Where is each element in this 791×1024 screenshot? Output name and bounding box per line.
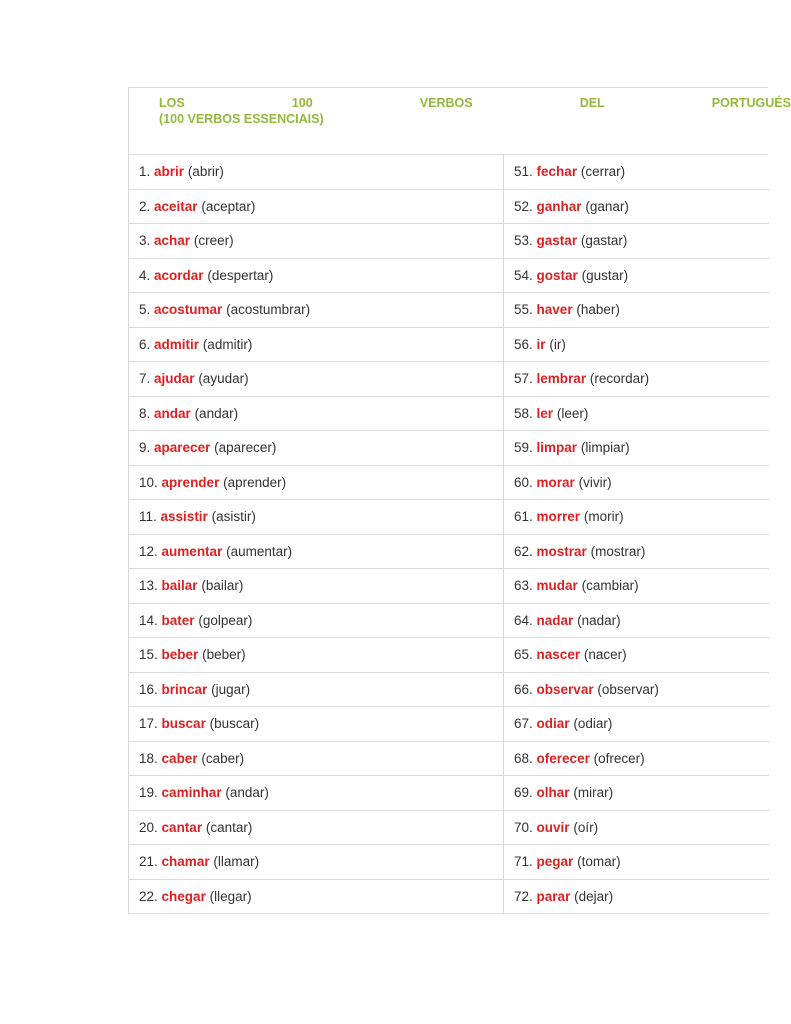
item-number: 21. <box>139 854 158 870</box>
item-number: 72. <box>514 888 533 904</box>
spanish-translation: (oír) <box>573 819 599 835</box>
title-word: VERBOS <box>419 96 473 110</box>
portuguese-verb: bater <box>161 612 195 628</box>
item-number: 20. <box>139 819 158 835</box>
spanish-translation: (vivir) <box>578 474 612 490</box>
portuguese-verb: nadar <box>536 612 574 628</box>
spanish-translation: (cantar) <box>205 819 253 835</box>
portuguese-verb: caber <box>161 750 198 766</box>
verb-cell <box>504 603 769 638</box>
item-number: 59. <box>514 440 533 456</box>
verb-cell <box>504 741 769 776</box>
verb-cell <box>129 810 504 845</box>
item-number: 51. <box>514 164 533 180</box>
spanish-translation: (asistir) <box>211 509 256 525</box>
verb-cell <box>504 362 769 397</box>
item-number: 53. <box>514 233 533 249</box>
item-number: 68. <box>514 750 533 766</box>
item-number: 67. <box>514 716 533 732</box>
verb-cell <box>504 879 769 914</box>
verb-cell <box>129 258 504 293</box>
portuguese-verb: observar <box>536 681 594 697</box>
portuguese-verb: achar <box>154 233 191 249</box>
item-number: 22. <box>139 888 158 904</box>
verb-cell <box>129 707 504 742</box>
verb-cell <box>504 569 769 604</box>
spanish-translation: (odiar) <box>573 716 613 732</box>
spanish-translation: (mostrar) <box>590 543 646 559</box>
portuguese-verb: aumentar <box>161 543 223 559</box>
verb-cell <box>129 362 504 397</box>
portuguese-verb: abrir <box>154 164 185 180</box>
portuguese-verb: gostar <box>536 267 578 283</box>
table-row <box>129 845 769 880</box>
spanish-translation: (andar) <box>225 785 269 801</box>
item-number: 17. <box>139 716 158 732</box>
spanish-translation: (observar) <box>597 681 659 697</box>
spanish-translation: (gustar) <box>581 267 629 283</box>
table-row <box>129 672 769 707</box>
spanish-translation: (beber) <box>202 647 246 663</box>
spanish-translation: (mirar) <box>573 785 614 801</box>
item-number: 55. <box>514 302 533 318</box>
item-number: 15. <box>139 647 158 663</box>
portuguese-verb: assistir <box>160 509 208 525</box>
item-number: 58. <box>514 405 533 421</box>
portuguese-verb: admitir <box>154 336 200 352</box>
item-number: 9. <box>139 440 151 456</box>
spanish-translation: (creer) <box>193 233 234 249</box>
document-page <box>128 87 791 914</box>
spanish-translation: (tomar) <box>577 854 621 870</box>
item-number: 2. <box>139 198 151 214</box>
portuguese-verb: ler <box>536 405 554 421</box>
portuguese-verb: ganhar <box>536 198 582 214</box>
item-number: 56. <box>514 336 533 352</box>
spanish-translation: (aprender) <box>223 474 287 490</box>
table-row <box>129 603 769 638</box>
item-number: 18. <box>139 750 158 766</box>
item-number: 63. <box>514 578 533 594</box>
verb-cell <box>504 500 769 535</box>
table-row <box>129 465 769 500</box>
portuguese-verb: odiar <box>536 716 570 732</box>
table-row <box>129 189 769 224</box>
spanish-translation: (bailar) <box>201 578 244 594</box>
item-number: 61. <box>514 509 533 525</box>
portuguese-verb: pegar <box>536 854 574 870</box>
spanish-translation: (abrir) <box>187 164 224 180</box>
spanish-translation: (gastar) <box>580 233 628 249</box>
portuguese-verb: aprender <box>161 474 220 490</box>
item-number: 12. <box>139 543 158 559</box>
item-number: 57. <box>514 371 533 387</box>
verb-cell <box>129 396 504 431</box>
spanish-translation: (nacer) <box>583 647 627 663</box>
portuguese-verb: acordar <box>154 267 204 283</box>
item-number: 60. <box>514 474 533 490</box>
spanish-translation: (despertar) <box>207 267 274 283</box>
item-number: 10. <box>139 474 158 490</box>
item-number: 4. <box>139 267 151 283</box>
item-number: 71. <box>514 854 533 870</box>
portuguese-verb: ir <box>536 336 546 352</box>
portuguese-verb: oferecer <box>536 750 590 766</box>
portuguese-verb: haver <box>536 302 573 318</box>
title-word: LOS <box>159 96 185 110</box>
item-number: 70. <box>514 819 533 835</box>
portuguese-verb: buscar <box>161 716 206 732</box>
portuguese-verb: nascer <box>536 647 581 663</box>
page-title <box>159 96 791 110</box>
table-row <box>129 258 769 293</box>
portuguese-verb: brincar <box>161 681 208 697</box>
item-number: 7. <box>139 371 151 387</box>
spanish-translation: (limpiar) <box>580 440 630 456</box>
verb-cell <box>129 569 504 604</box>
verb-cell <box>504 534 769 569</box>
spanish-translation: (haber) <box>576 302 620 318</box>
item-number: 69. <box>514 785 533 801</box>
page-subtitle: (100 VERBOS ESSENCIAIS) <box>159 112 324 126</box>
spanish-translation: (andar) <box>194 405 239 421</box>
verb-cell <box>504 431 769 466</box>
spanish-translation: (ayudar) <box>198 371 249 387</box>
spanish-translation: (leer) <box>556 405 589 421</box>
table-row <box>129 638 769 673</box>
verb-cell <box>504 189 769 224</box>
spanish-translation: (ir) <box>549 336 566 352</box>
verb-cell <box>129 672 504 707</box>
spanish-translation: (dejar) <box>574 888 614 904</box>
verb-cell <box>504 155 769 189</box>
verb-cell <box>504 776 769 811</box>
portuguese-verb: acostumar <box>154 302 223 318</box>
title-word: 100 <box>291 96 313 110</box>
verb-cell <box>129 327 504 362</box>
item-number: 8. <box>139 405 151 421</box>
verb-cell <box>504 845 769 880</box>
title-block <box>128 87 791 155</box>
table-row <box>129 879 769 914</box>
portuguese-verb: beber <box>161 647 199 663</box>
table-row <box>129 500 769 535</box>
verb-cell <box>504 672 769 707</box>
item-number: 19. <box>139 785 158 801</box>
portuguese-verb: limpar <box>536 440 578 456</box>
verb-cell <box>129 155 504 189</box>
portuguese-verb: ouvir <box>536 819 570 835</box>
portuguese-verb: mostrar <box>536 543 587 559</box>
item-number: 52. <box>514 198 533 214</box>
spanish-translation: (golpear) <box>198 612 253 628</box>
verb-cell <box>504 258 769 293</box>
verb-cell <box>129 189 504 224</box>
table-row <box>129 741 769 776</box>
title-word: PORTUGUÉS <box>711 96 791 110</box>
item-number: 62. <box>514 543 533 559</box>
spanish-translation: (caber) <box>201 750 245 766</box>
item-number: 3. <box>139 233 151 249</box>
portuguese-verb: gastar <box>536 233 578 249</box>
item-number: 66. <box>514 681 533 697</box>
spanish-translation: (aparecer) <box>214 440 277 456</box>
item-number: 6. <box>139 336 151 352</box>
portuguese-verb: andar <box>154 405 191 421</box>
item-number: 1. <box>139 164 151 180</box>
spanish-translation: (morir) <box>583 509 624 525</box>
verb-cell <box>129 638 504 673</box>
spanish-translation: (llamar) <box>213 854 260 870</box>
spanish-translation: (aumentar) <box>226 543 293 559</box>
verb-cell <box>129 534 504 569</box>
table-row <box>129 776 769 811</box>
item-number: 65. <box>514 647 533 663</box>
verb-cell <box>129 465 504 500</box>
portuguese-verb: bailar <box>161 578 198 594</box>
table-row <box>129 431 769 466</box>
spanish-translation: (buscar) <box>209 716 260 732</box>
portuguese-verb: chegar <box>161 888 206 904</box>
verb-cell <box>129 776 504 811</box>
spanish-translation: (aceptar) <box>201 198 256 214</box>
verb-cell <box>504 465 769 500</box>
portuguese-verb: morar <box>536 474 575 490</box>
verb-cell <box>129 741 504 776</box>
spanish-translation: (admitir) <box>202 336 253 352</box>
spanish-translation: (nadar) <box>577 612 621 628</box>
table-row <box>129 396 769 431</box>
verb-table <box>128 155 769 914</box>
portuguese-verb: aparecer <box>154 440 211 456</box>
title-word: DEL <box>579 96 605 110</box>
portuguese-verb: cantar <box>161 819 203 835</box>
portuguese-verb: parar <box>536 888 571 904</box>
spanish-translation: (cambiar) <box>581 578 639 594</box>
item-number: 13. <box>139 578 158 594</box>
verb-cell <box>129 293 504 328</box>
spanish-translation: (cerrar) <box>580 164 626 180</box>
verb-cell <box>129 879 504 914</box>
portuguese-verb: lembrar <box>536 371 587 387</box>
item-number: 5. <box>139 302 151 318</box>
table-row <box>129 327 769 362</box>
portuguese-verb: mudar <box>536 578 578 594</box>
verb-cell <box>504 396 769 431</box>
verb-cell <box>129 431 504 466</box>
portuguese-verb: chamar <box>161 854 210 870</box>
portuguese-verb: caminhar <box>161 785 222 801</box>
portuguese-verb: ajudar <box>154 371 195 387</box>
spanish-translation: (recordar) <box>589 371 650 387</box>
verb-cell <box>129 224 504 259</box>
table-row <box>129 362 769 397</box>
portuguese-verb: fechar <box>536 164 578 180</box>
verb-cell <box>504 327 769 362</box>
portuguese-verb: morrer <box>536 509 581 525</box>
table-row <box>129 224 769 259</box>
item-number: 11. <box>139 509 157 525</box>
table-row <box>129 707 769 742</box>
table-row <box>129 155 769 189</box>
verb-cell <box>129 500 504 535</box>
item-number: 64. <box>514 612 533 628</box>
table-row <box>129 569 769 604</box>
item-number: 54. <box>514 267 533 283</box>
verb-cell <box>129 603 504 638</box>
portuguese-verb: olhar <box>536 785 570 801</box>
spanish-translation: (llegar) <box>209 888 252 904</box>
item-number: 14. <box>139 612 158 628</box>
spanish-translation: (acostumbrar) <box>226 302 311 318</box>
item-number: 16. <box>139 681 158 697</box>
spanish-translation: (jugar) <box>211 681 251 697</box>
verb-cell <box>504 638 769 673</box>
table-row <box>129 293 769 328</box>
verb-cell <box>129 845 504 880</box>
portuguese-verb: aceitar <box>154 198 198 214</box>
verb-cell <box>504 293 769 328</box>
verb-cell <box>504 707 769 742</box>
spanish-translation: (ganar) <box>585 198 629 214</box>
spanish-translation: (ofrecer) <box>593 750 645 766</box>
table-row <box>129 534 769 569</box>
table-row <box>129 810 769 845</box>
verb-cell <box>504 810 769 845</box>
verb-cell <box>504 224 769 259</box>
